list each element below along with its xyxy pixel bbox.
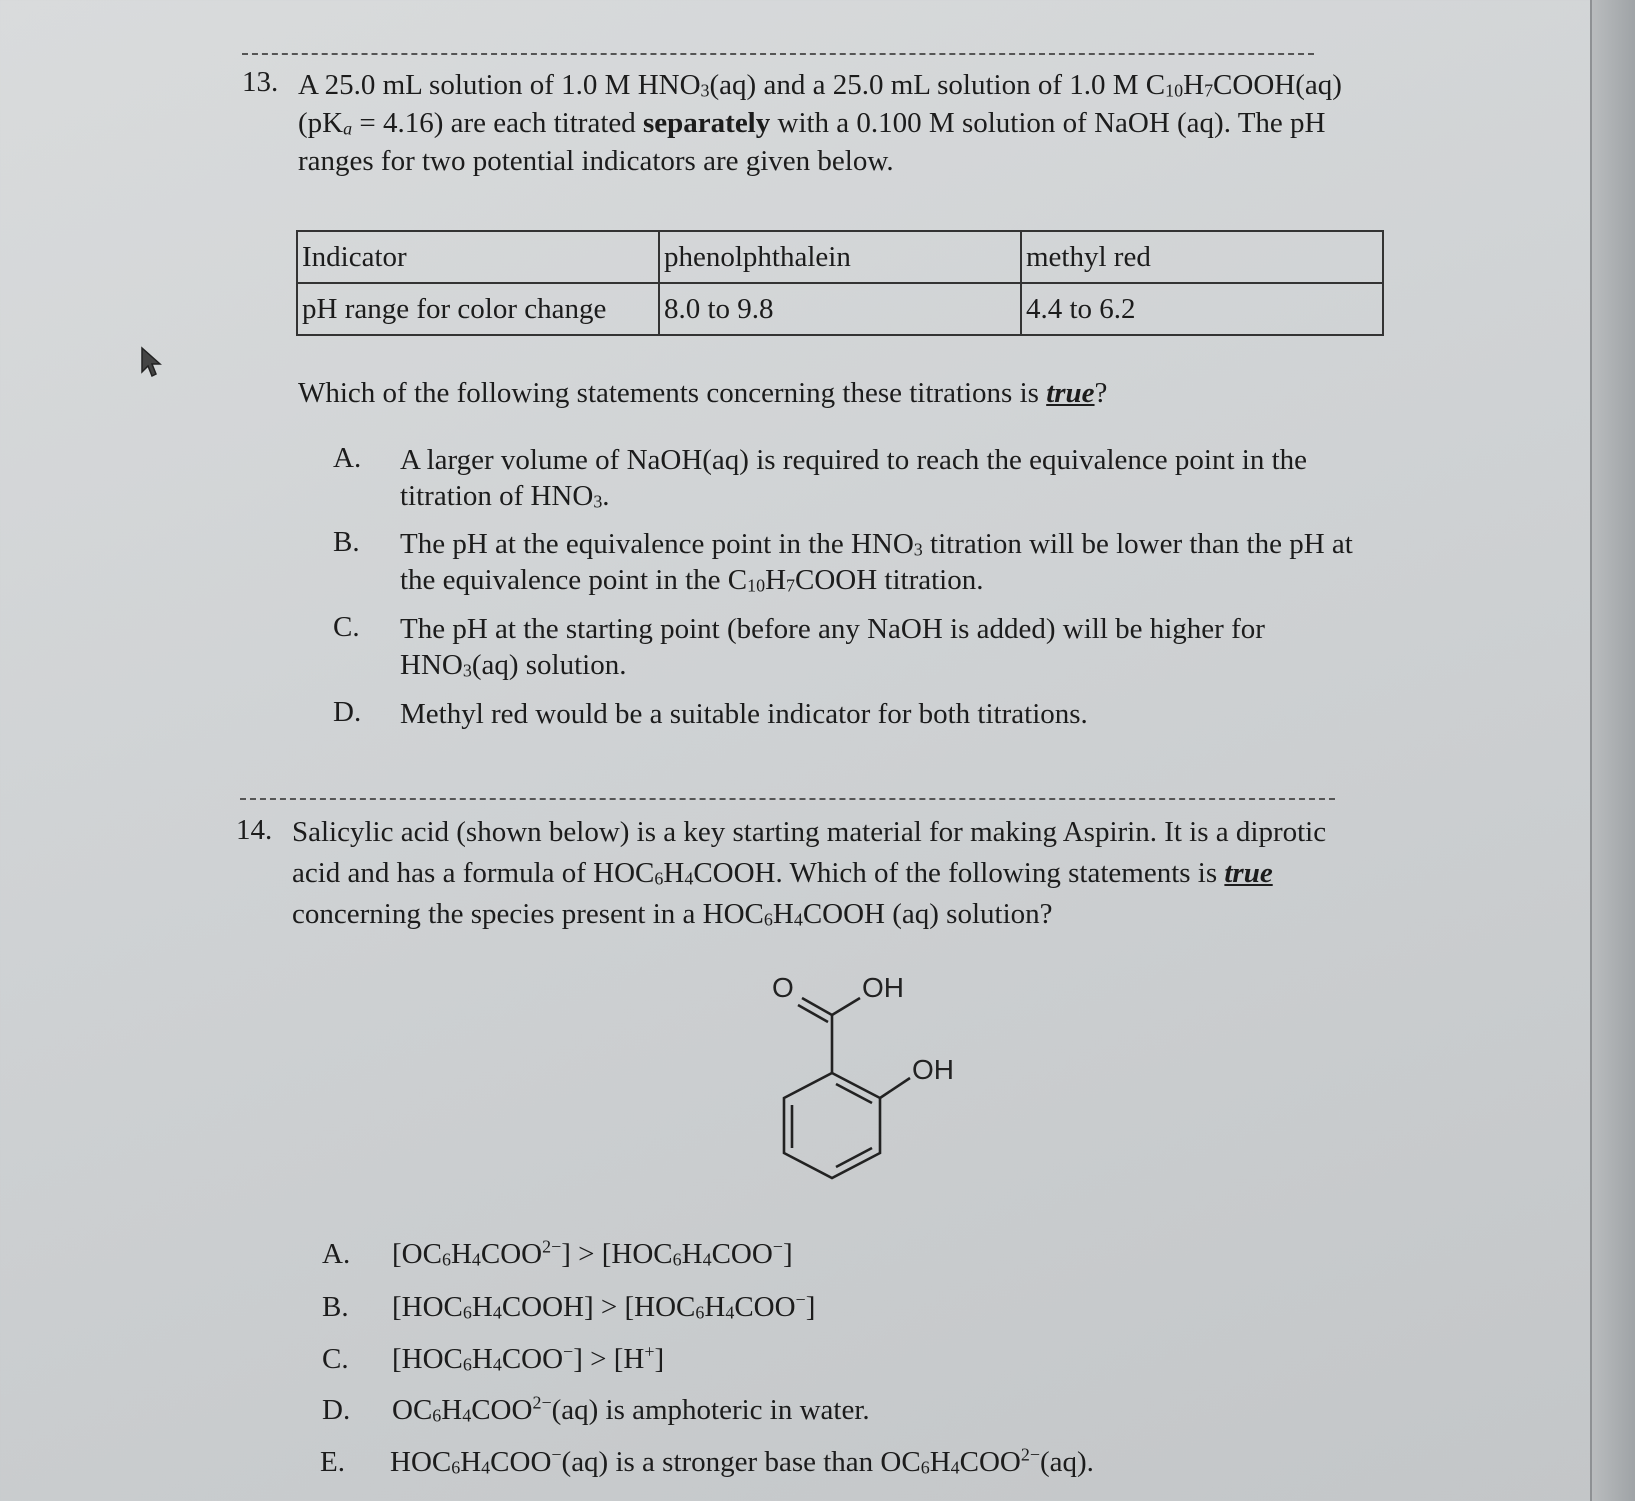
q13-option-b-text bbox=[400, 526, 1420, 598]
mouse-pointer-icon bbox=[140, 346, 164, 380]
middle-separator bbox=[240, 798, 1335, 800]
q13-option-b-line-2: the equivalence point in the $C_{10}H_7COOH$ titration. bbox=[400, 564, 984, 596]
molecule-label-oh-carboxyl: OH bbox=[862, 972, 904, 1003]
q14-option-c-letter: C. bbox=[322, 1343, 349, 1375]
top-separator bbox=[242, 53, 1314, 55]
q14-option-e-letter: E. bbox=[320, 1446, 345, 1478]
molecule-bonds bbox=[784, 998, 910, 1178]
question-13-number: 13. bbox=[242, 66, 279, 98]
question-13-prompt: Which of the following statements concerning these titrations is true? bbox=[298, 377, 1108, 409]
paper-edge bbox=[1590, 0, 1635, 1501]
question-14-stem bbox=[292, 812, 1412, 935]
q13-option-c-letter: C. bbox=[333, 611, 360, 643]
q13-stem-line-3: ranges for two potential indicators are given below. bbox=[298, 145, 894, 177]
table-cell: pH range for color change bbox=[297, 283, 659, 335]
salicylic-acid-structure bbox=[760, 965, 980, 1190]
q14-option-a-text: $[OC_6H_4COO^{2-}] > [HOC_6H_4COO^-]$ bbox=[392, 1236, 793, 1270]
q13-stem-line-2: $(pK_a = 4.16)$ are each titrated separately with a 0.100 M solution of NaOH (aq). The pH bbox=[298, 107, 1326, 139]
q13-option-c-text bbox=[400, 611, 1400, 683]
question-13-stem bbox=[298, 66, 1398, 180]
q13-option-c-line-1: The pH at the starting point (before any NaOH is added) will be higher for bbox=[400, 613, 1265, 645]
q14-option-b-text: $[HOC_6H_4COOH] > [HOC_6H_4COO^-]$ bbox=[392, 1289, 816, 1323]
q13-option-a-line-1: A larger volume of NaOH(aq) is required to reach the equivalence point in the bbox=[400, 444, 1308, 476]
indicator-table bbox=[296, 230, 1384, 336]
table-header-row bbox=[297, 231, 1383, 283]
q13-option-a-line-2: titration of $HNO_3$. bbox=[400, 480, 610, 512]
q14-option-c-text: $[HOC_6H_4COO^-] > [H^+]$ bbox=[392, 1341, 665, 1375]
q13-option-b-line-1: The pH at the equivalence point in the $HNO_3$ titration will be lower than the pH at bbox=[400, 528, 1353, 560]
q13-option-a-letter: A. bbox=[333, 442, 362, 474]
table-cell: Indicator bbox=[297, 231, 659, 283]
q14-stem-line-3: concerning the species present in a $HOC_6H_4COOH$ (aq) solution? bbox=[292, 898, 1053, 930]
q14-option-e-text: $HOC_6H_4COO^-(aq)$ is a stronger base than $OC_6H_4COO^{2-}(aq)$. bbox=[390, 1444, 1094, 1478]
table-cell: methyl red bbox=[1021, 231, 1383, 283]
molecule-label-o: O bbox=[772, 972, 794, 1003]
q13-option-a-text bbox=[400, 442, 1400, 514]
q14-option-b-letter: B. bbox=[322, 1291, 349, 1323]
q13-option-d-line-1: Methyl red would be a suitable indicator for both titrations. bbox=[400, 698, 1088, 730]
q14-option-d-text: $OC_6H_4COO^{2-}(aq)$ is amphoteric in water. bbox=[392, 1392, 870, 1426]
question-14-number: 14. bbox=[236, 814, 273, 846]
molecule-label-oh-phenol: OH bbox=[912, 1054, 954, 1085]
q13-option-b-letter: B. bbox=[333, 526, 360, 558]
table-cell: 8.0 to 9.8 bbox=[659, 283, 1021, 335]
table-cell: 4.4 to 6.2 bbox=[1021, 283, 1383, 335]
q14-stem-line-1: Salicylic acid (shown below) is a key starting material for making Aspirin. It is a diprotic bbox=[292, 816, 1327, 848]
q14-option-d-letter: D. bbox=[322, 1394, 351, 1426]
q14-option-a-letter: A. bbox=[322, 1238, 351, 1270]
q13-option-d-text bbox=[400, 696, 1400, 732]
q14-stem-line-2: acid and has a formula of $HOC_6H_4COOH$. Which of the following statements is true bbox=[292, 857, 1273, 889]
table-cell: phenolphthalein bbox=[659, 231, 1021, 283]
q13-option-c-line-2: $HNO_3(aq)$ solution. bbox=[400, 649, 627, 681]
q13-option-d-letter: D. bbox=[333, 696, 362, 728]
table-row bbox=[297, 283, 1383, 335]
q13-stem-line-1: A 25.0 mL solution of 1.0 M $HNO_3(aq)$ and a 25.0 mL solution of 1.0 M $C_{10}H_7COOH(aq)$ bbox=[298, 69, 1342, 101]
